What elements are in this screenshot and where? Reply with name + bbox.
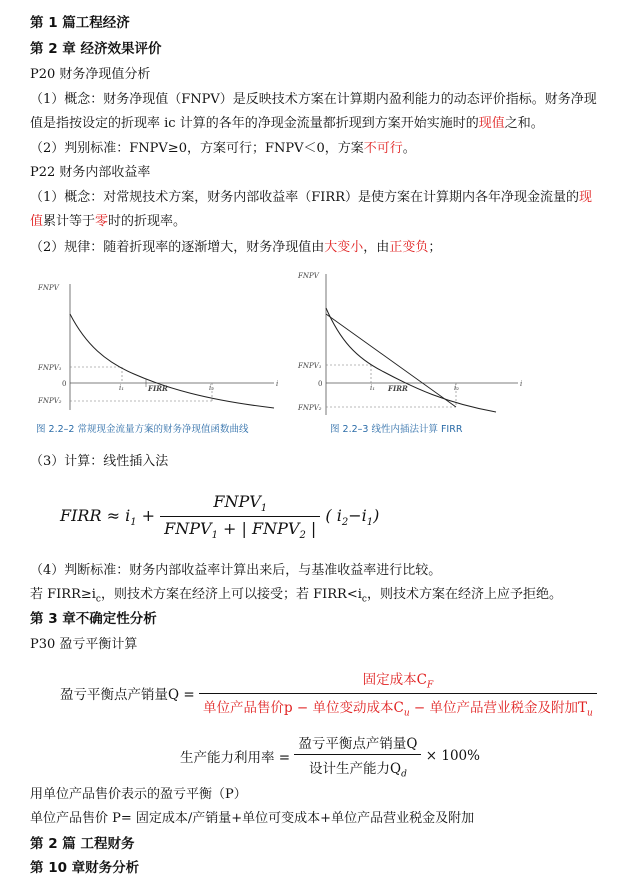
fig2-npv-curve [326, 308, 496, 412]
fig1-fnpv2-label: FNPV₂ [38, 397, 62, 405]
fig2-fnpv1-label: FNPV₁ [298, 362, 322, 370]
calc-heading: （3）计算：线性插入法 [30, 454, 169, 469]
judge-heading: （4）判断标准：财务内部收益率计算出来后，与基准收益率进行比较。 [30, 563, 442, 578]
capacity-utilization-formula: 生产能力利用率 = $\frac{\text{盈亏平衡点产销量Q}}{设计生产能力Q_d}$ × 100% [180, 736, 480, 780]
fig2-chord [326, 314, 456, 407]
p20-heading: P20 财务净现值分析 [30, 67, 151, 82]
chapter3-title: 第 3 章不确定性分析 [30, 611, 157, 627]
linear-interpolation-figure [296, 270, 546, 420]
fig2-caption: 图 2.2–3 线性内插法计算 FIRR [330, 424, 463, 435]
firr-formula: FIRR ≈ $i_1$ + $\frac{FNPV_1}{FNPV_1 + | FNPV_2 |}$ ( $i_2-i_1$) [60, 492, 380, 542]
p20-item1: （1）概念：财务净现值（FNPV）是反映技术方案在计算期内盈利能力的动态评价指标。财务净现 值是指按设定的折现率 ic 计算的各年的净现金流量都折现到方案开始实施时的现值之和。 [30, 92, 597, 131]
p30-heading: P30 盈亏平衡计算 [30, 637, 138, 652]
part1-title: 第 1 篇工程经济 [30, 15, 130, 31]
fig1-i1-label: i₁ [119, 384, 125, 392]
fig1-x-label: i [276, 380, 279, 388]
judge-rule: 若 $FIRR\ge i_c$，则技术方案在经济上可以接受；若 $FIRR<i_c$，则技术方案在经济上应予拒绝。 [30, 587, 562, 605]
break-even-formula: 盈亏平衡点产销量Q = $\frac{固定成本C_F}{单位产品售价p - 单位变动成本C_u - 单位产品营业税金及附加T_u}$ [60, 668, 597, 718]
price-heading: 用单位产品售价表示的盈亏平衡（P） [30, 787, 247, 802]
p20-item2: （2）判别标准：FNPV≥0，方案可行；FNPV＜0，方案不可行。 [30, 141, 416, 156]
fnpv-curve-figure [36, 270, 286, 420]
fig2-x-label: i [520, 380, 523, 388]
fig2-fnpv2-label: FNPV₂ [298, 404, 322, 412]
p22-item2: （2）规律：随着折现率的逐渐增大，财务净现值由大变小，由正变负； [30, 240, 442, 255]
fig2-i1-label: i₁ [370, 384, 376, 392]
fig2-y-label: FNPV [298, 272, 319, 280]
fig1-zero-label: 0 [62, 380, 67, 388]
fig1-firr-label: FIRR [148, 384, 168, 393]
p22-item1: （1）概念：对常规技术方案，财务内部收益率（FIRR）是使方案在计算期内各年净现金流量的现 值累计等于零时的折现率。 [30, 190, 593, 229]
fig1-caption: 图 2.2–2 常规现金流量方案的财务净现值函数曲线 [36, 424, 249, 435]
fig2-firr-label: FIRR [388, 384, 408, 393]
price-formula: 单位产品售价 P= 固定成本/产销量+单位可变成本+单位产品营业税金及附加 [30, 811, 475, 826]
p22-heading: P22 财务内部收益率 [30, 165, 151, 180]
fig1-y-label: FNPV [38, 284, 59, 292]
fig1-i2-label: i₂ [209, 384, 215, 392]
part2-title: 第 2 篇 工程财务 [30, 836, 135, 852]
fig2-zero-label: 0 [318, 380, 323, 388]
chapter10-title: 第 10 章财务分析 [30, 860, 140, 876]
fig1-npv-curve [70, 314, 274, 408]
fig2-i2-label: i₂ [454, 384, 460, 392]
fig1-fnpv1-label: FNPV₁ [38, 364, 62, 372]
chapter2-title: 第 2 章 经济效果评价 [30, 41, 162, 57]
